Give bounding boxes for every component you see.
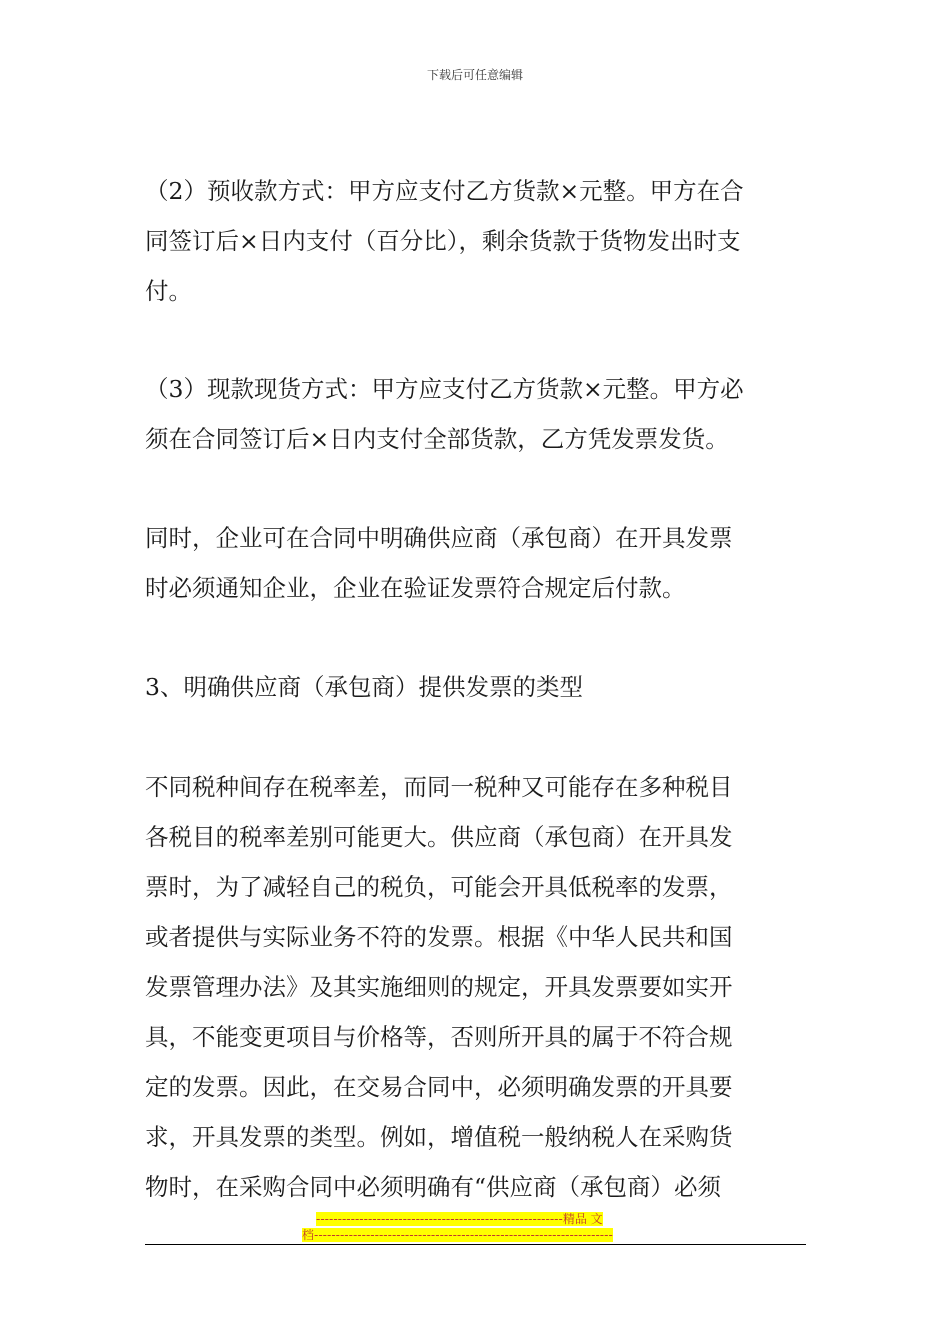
text-line: （2）预收款方式：甲方应支付乙方货款×元整。甲方在合 — [145, 177, 744, 205]
text-line: 定的发票。因此，在交易合同中，必须明确发票的开具要 — [145, 1073, 733, 1101]
footer-divider — [145, 1244, 806, 1245]
heading-line: 3、明确供应商（承包商）提供发票的类型 — [145, 673, 583, 701]
text-line: （3）现款现货方式：甲方应支付乙方货款×元整。甲方必 — [145, 375, 744, 403]
text-line: 票时，为了减轻自己的税负，可能会开具低税率的发票， — [145, 873, 733, 901]
paragraph-prepayment — [145, 166, 810, 316]
text-line: 求，开具发票的类型。例如，增值税一般纳税人在采购货 — [145, 1123, 733, 1151]
page-header: 下载后可任意编辑 — [426, 68, 523, 82]
section-heading — [145, 662, 810, 712]
text-line: 各税目的税率差别可能更大。供应商（承包商）在开具发 — [145, 823, 733, 851]
text-line: 具，不能变更项目与价格等，否则所开具的属于不符合规 — [145, 1023, 733, 1051]
text-line: 不同税种间存在税率差，而同一税种又可能存在多种税目 — [145, 773, 733, 801]
text-line: 付。 — [145, 277, 192, 305]
text-line: 同签订后×日内支付（百分比），剩余货款于货物发出时支 — [145, 227, 741, 255]
text-line: 或者提供与实际业务不符的发票。根据《中华人民共和国 — [145, 923, 733, 951]
text-line: 须在合同签订后×日内支付全部货款，乙方凭发票发货。 — [145, 425, 729, 453]
text-line: 时必须通知企业，企业在验证发票符合规定后付款。 — [145, 574, 686, 602]
paragraph-cash-on-delivery — [145, 364, 810, 464]
text-line: 发票管理办法》及其实施细则的规定，开具发票要如实开 — [145, 973, 733, 1001]
paragraph-tax-rates — [145, 762, 810, 1212]
footer-watermark-line-1: ---------------------------------------------------------精品 文 — [316, 1212, 603, 1226]
paragraph-invoice-notice — [145, 513, 810, 613]
text-line: 同时，企业可在合同中明确供应商（承包商）在开具发票 — [145, 524, 733, 552]
footer-watermark-line-2: 档--------------------------------------------------------------------- — [302, 1228, 613, 1242]
text-line: 物时，在采购合同中必须明确有“供应商（承包商）必须 — [145, 1173, 722, 1201]
